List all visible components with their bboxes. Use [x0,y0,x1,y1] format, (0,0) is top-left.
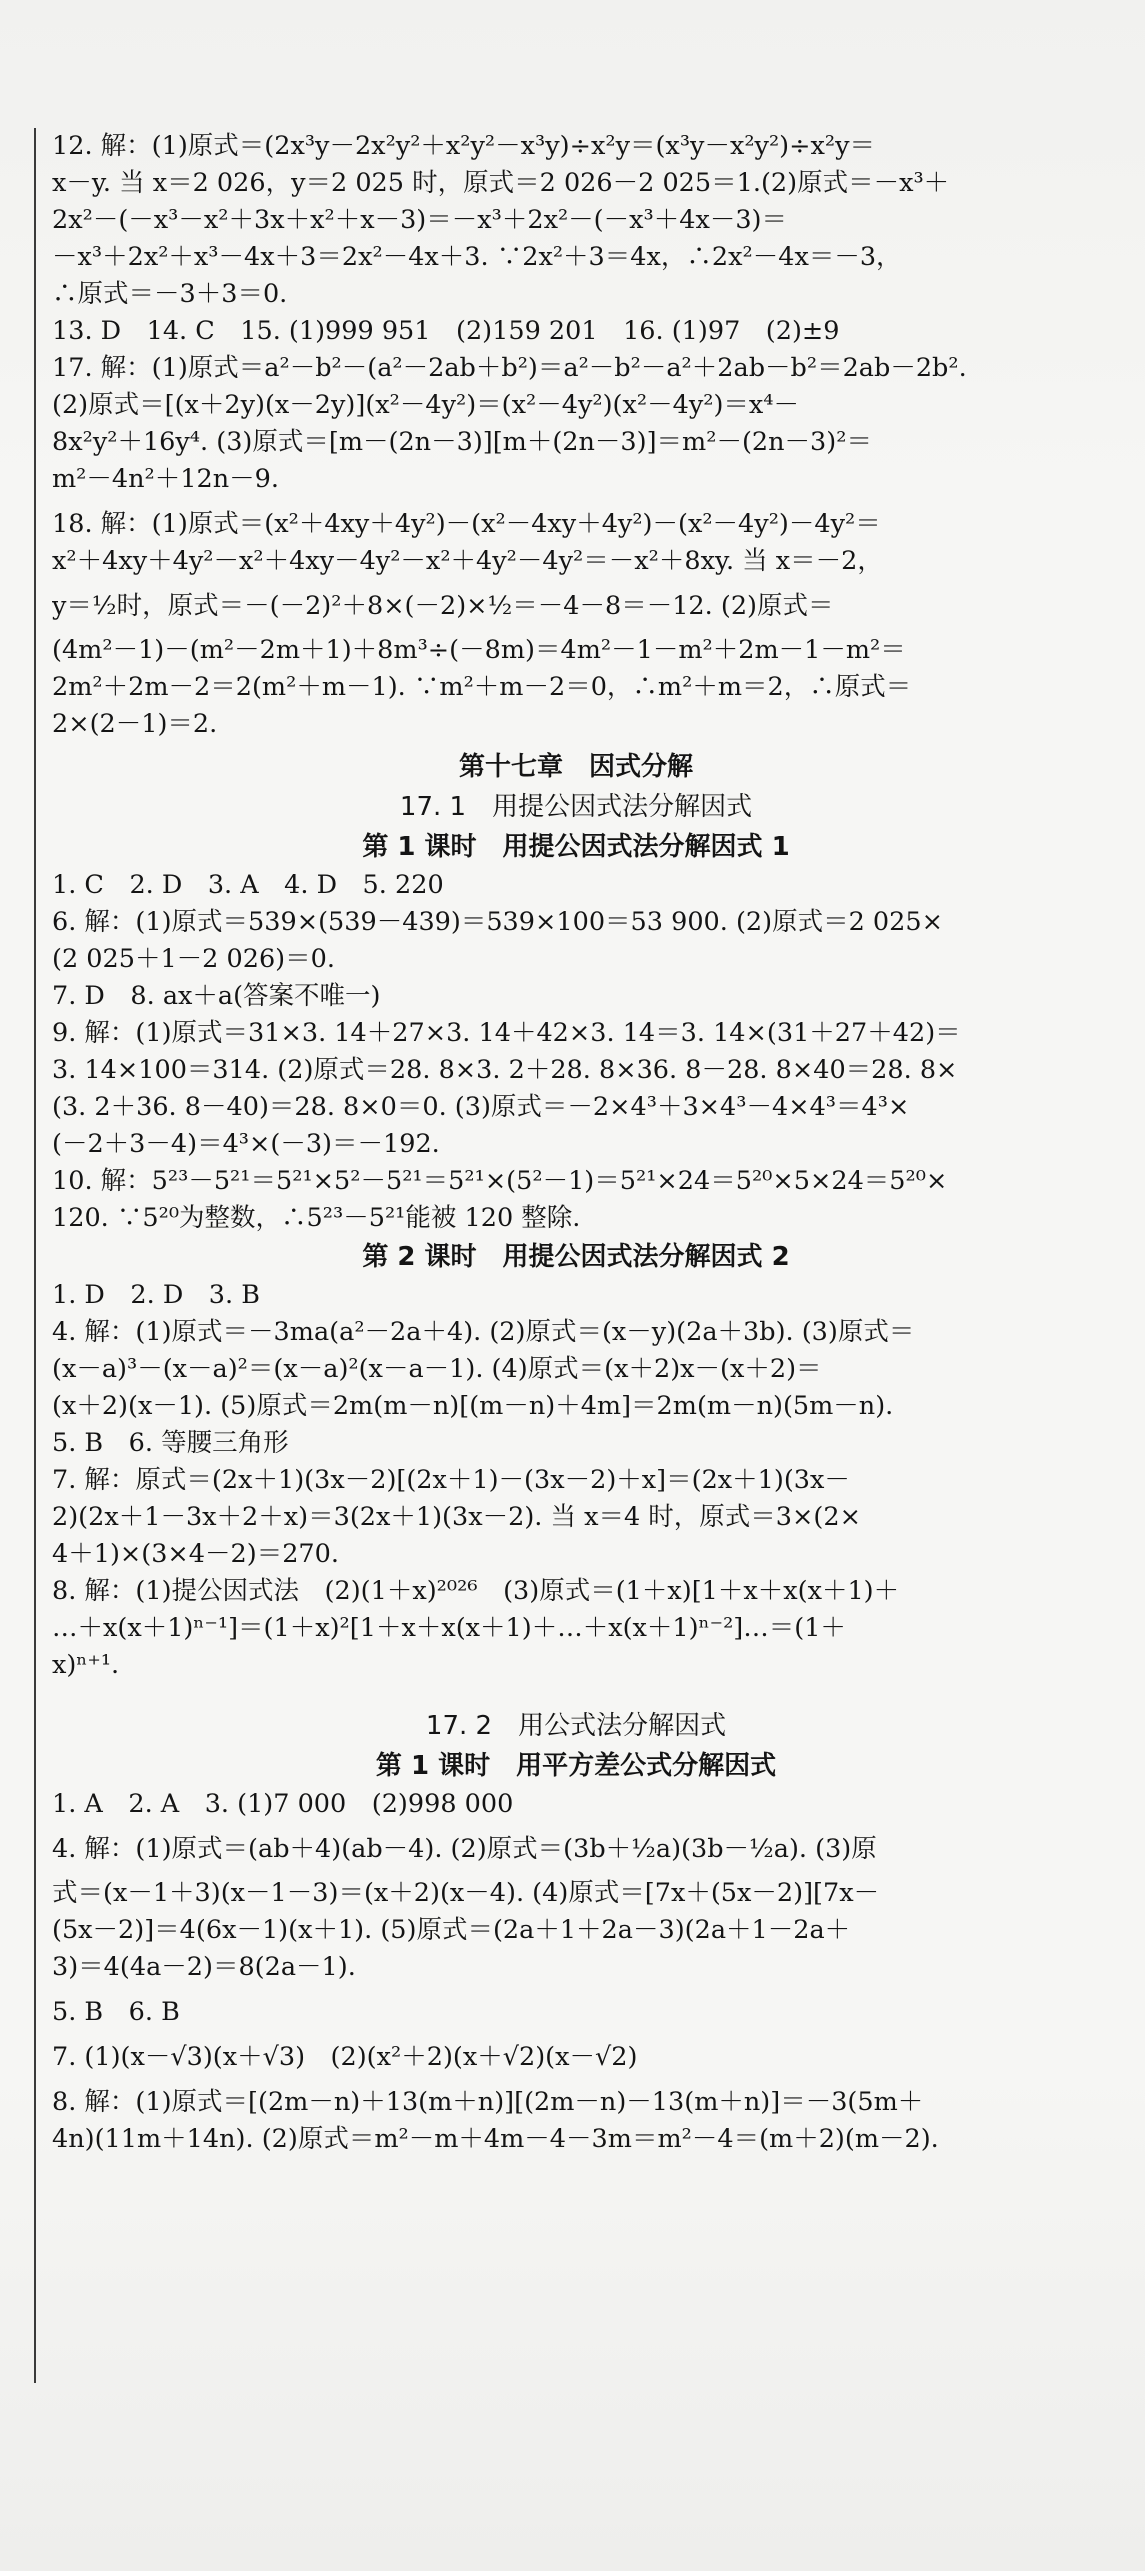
answer-line: 7. (1)(x－√3)(x＋√3) (2)(x²＋2)(x＋√2)(x－√2) [52,2042,638,2072]
answer-content [52,128,1100,2158]
answer-line: 8x²y²＋16y⁴. (3)原式＝[m－(2n－3)][m＋(2n－3)]＝m²－(2n－3)²＝ [52,427,872,457]
answer-line: 2×(2－1)＝2. [52,709,218,739]
answer-line: 9. 解：(1)原式＝31×3. 14＋27×3. 14＋42×3. 14＝3. 14×(31＋27＋42)＝ [52,1018,961,1048]
answer-line: 5. B 6. 等腰三角形 [52,1428,289,1458]
answer-line: 1. A 2. A 3. (1)7 000 (2)998 000 [52,1789,514,1819]
answer-line: (5x－2)]＝4(6x－1)(x＋1). (5)原式＝(2a＋1＋2a－3)(2a＋1－2a＋ [52,1915,851,1945]
answer-line: 12. 解：(1)原式＝(2x³y－2x²y²＋x²y²－x³y)÷x²y＝(x³y－x²y²)÷x²y＝ [52,131,875,161]
answer-line: x－y. 当 x＝2 026，y＝2 025 时，原式＝2 026－2 025＝1.(2)原式＝－x³＋ [52,168,950,198]
answer-line: 7. D 8. ax＋a(答案不唯一) [52,981,381,1011]
answer-line: 6. 解：(1)原式＝539×(539－439)＝539×100＝53 900. (2)原式＝2 025× [52,907,943,937]
answer-line: 式＝(x－1＋3)(x－1－3)＝(x＋2)(x－4). (4)原式＝[7x＋(5x－2)][7x－ [52,1878,880,1908]
left-margin-rule [34,128,36,2383]
answer-line: 4n)(11m＋14n). (2)原式＝m²－m＋4m－4－3m＝m²－4＝(m＋2)(m－2). [52,2124,939,2154]
answer-line: 1. D 2. D 3. B [52,1280,260,1310]
answer-line: (4m²－1)－(m²－2m＋1)＋8m³÷(－8m)＝4m²－1－m²＋2m－1－m²＝ [52,635,906,665]
section-heading: 17. 1 用提公因式法分解因式 [399,792,753,822]
lesson-heading: 第 1 课时 用提公因式法分解因式 1 [362,832,790,862]
answer-line: (2)原式＝[(x＋2y)(x－2y)](x²－4y²)＝(x²－4y²)(x²－4y²)＝x⁴－ [52,390,799,420]
answer-line: …＋x(x＋1)ⁿ⁻¹]＝(1＋x)²[1＋x＋x(x＋1)＋…＋x(x＋1)ⁿ⁻²]…＝(1＋ [52,1613,846,1643]
answer-line: 5. B 6. B [52,1997,180,2027]
answer-line: 3)＝4(4a－2)＝8(2a－1). [52,1952,356,1982]
lesson-heading: 第 1 课时 用平方差公式分解因式 [375,1751,777,1781]
answer-line: (2 025＋1－2 026)＝0. [52,944,335,974]
answer-line: －x³＋2x²＋x³－4x＋3＝2x²－4x＋3. ∵2x²＋3＝4x，∴2x²－4x＝－3， [52,242,902,272]
answer-line: 17. 解：(1)原式＝a²－b²－(a²－2ab＋b²)＝a²－b²－a²＋2ab－b²＝2ab－2b². [52,353,967,383]
answer-line: 8. 解：(1)原式＝[(2m－n)＋13(m＋n)][(2m－n)－13(m＋n)]＝－3(5m＋ [52,2087,924,2117]
answer-line: 18. 解：(1)原式＝(x²＋4xy＋4y²)－(x²－4xy＋4y²)－(x²－4y²)－4y²＝ [52,509,881,539]
answer-line: 3. 14×100＝314. (2)原式＝28. 8×3. 2＋28. 8×36. 8－28. 8×40＝28. 8× [52,1055,958,1085]
answer-line: 120. ∵5²⁰为整数，∴5²³－5²¹能被 120 整除. [52,1203,581,1233]
answer-line: x)ⁿ⁺¹. [52,1650,120,1680]
answer-line: 4. 解：(1)原式＝(ab＋4)(ab－4). (2)原式＝(3b＋½a)(3b－½a). (3)原 [52,1834,877,1864]
answer-line: (x＋2)(x－1). (5)原式＝2m(m－n)[(m－n)＋4m]＝2m(m－n)(5m－n). [52,1391,894,1421]
answer-line: (3. 2＋36. 8－40)＝28. 8×0＝0. (3)原式＝－2×4³＋3×4³－4×4³＝4³× [52,1092,910,1122]
answer-line: 2m²＋2m－2＝2(m²＋m－1). ∵m²＋m－2＝0，∴m²＋m＝2，∴原式＝ [52,672,912,702]
chapter-heading: 第十七章 因式分解 [458,752,693,782]
answer-line: (－2＋3－4)＝4³×(－3)＝－192. [52,1129,440,1159]
answer-line: 1. C 2. D 3. A 4. D 5. 220 [52,870,444,900]
answer-line: 2x²－(－x³－x²＋3x＋x²＋x－3)＝－x³＋2x²－(－x³＋4x－3)＝ [52,205,788,235]
answer-line: 2)(2x＋1－3x＋2＋x)＝3(2x＋1)(3x－2). 当 x＝4 时，原式＝3×(2× [52,1502,861,1532]
answer-line: 8. 解：(1)提公因式法 (2)(1＋x)²⁰²⁶ (3)原式＝(1＋x)[1＋x＋x(x＋1)＋ [52,1576,900,1606]
answer-line: 7. 解：原式＝(2x＋1)(3x－2)[(2x＋1)－(3x－2)＋x]＝(2x＋1)(3x－ [52,1465,850,1495]
section-heading: 17. 2 用公式法分解因式 [425,1711,727,1741]
answer-line: 4＋1)×(3×4－2)＝270. [52,1539,339,1569]
answer-line: (x－a)³－(x－a)²＝(x－a)²(x－a－1). (4)原式＝(x＋2)x－(x＋2)＝ [52,1354,822,1384]
answer-line: m²－4n²＋12n－9. [52,464,279,494]
answer-line: 13. D 14. C 15. (1)999 951 (2)159 201 16. (1)97 (2)±9 [52,316,840,346]
answer-line: 10. 解：5²³－5²¹＝5²¹×5²－5²¹＝5²¹×(5²－1)＝5²¹×24＝5²⁰×5×24＝5²⁰× [52,1166,948,1196]
lesson-heading: 第 2 课时 用提公因式法分解因式 2 [362,1242,790,1272]
answer-line: y＝½时，原式＝－(－2)²＋8×(－2)×½＝－4－8＝－12. (2)原式＝ [52,591,834,621]
answer-line: x²＋4xy＋4y²－x²＋4xy－4y²－x²＋4y²－4y²＝－x²＋8xy. 当 x＝－2， [52,546,883,576]
answer-line: 4. 解：(1)原式＝－3ma(a²－2a＋4). (2)原式＝(x－y)(2a＋3b). (3)原式＝ [52,1317,915,1347]
answer-line: ∴原式＝－3＋3＝0. [52,279,288,309]
